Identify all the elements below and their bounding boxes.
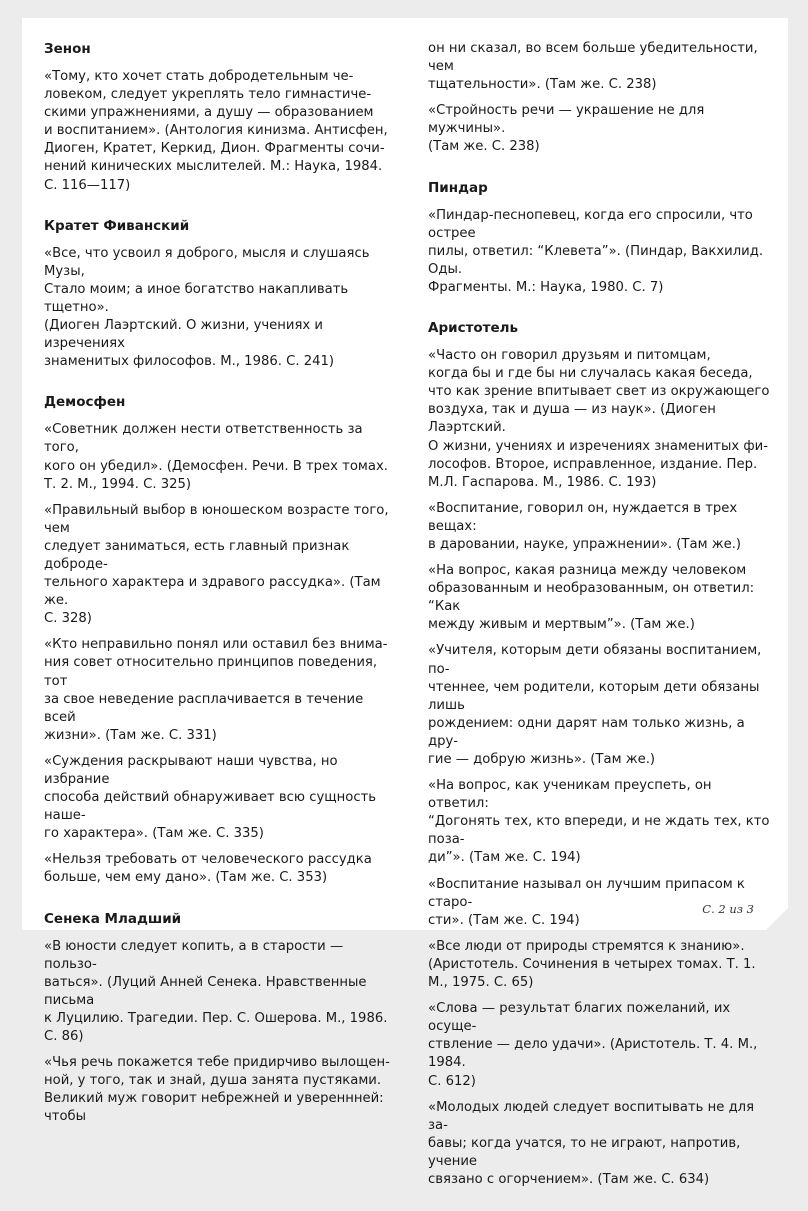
page-number: С. 2 из 3 [702,902,754,916]
quote: «На вопрос, как ученикам преуспеть, он ответил: “Догонять тех, кто впереди, и не ждать тех, кто поза- ди”». (Там же. С. 194) [428,778,770,866]
quote: «Учителя, которым дети обязаны воспитанием, по- чтеннее, чем родители, которым дети обязаны лишь рождением: одни дарят нам только жизнь, а дру- гие — добрую жизнь». (Там же.) [428,643,762,767]
quote: «Чья речь покажется тебе придирчиво вылощен- ной, у того, так и знай, душа занята пустяками. Великий муж говорит небрежней и увереннней: чтобы [44,1055,390,1125]
document-page [22,18,788,1187]
section-pindar [428,179,774,297]
section-seneca [44,910,390,1127]
quote: «Советник должен нести ответственность за того, кого он убедил». (Демосфен. Речи. В трех томах. Т. 2. М., 1994. С. 325) [44,422,388,492]
quote: «Стройность речи — украшение не для мужчины». (Там же. С. 238) [428,103,705,155]
quote: «Нельзя требовать от человеческого рассудка больше, чем ему дано». (Там же. С. 353) [44,852,372,886]
quote: «В юности следует копить, а в старости — пользо- ваться». (Луций Анней Сенека. Нравственные письма к Луцилию. Трагедии. Пер. С. Ошерова. М., 1986. С. 86) [44,938,388,1045]
author-heading: Демосфен [44,394,126,411]
quote: «Правильный выбор в юношеском возрасте того, чем следует заниматься, есть главный признак доброде- тельного характера и здравого рассудка». (Там же. С. 328) [44,502,389,627]
page-corner-fold [766,908,788,930]
left-column [44,40,390,1149]
author-heading: Кратет Фиванский [44,217,190,234]
quote: «Воспитание, говорил он, нуждается в трех вещах: в даровании, науке, упражнении». (Там же.) [428,500,742,552]
author-heading: Зенон [44,41,91,57]
quote: «Все, что усвоил я доброго, мысля и слушаясь Музы, Стало моим; а иное богатство накапливать тщетно». (Диоген Лаэртский. О жизни, учениях и изречениях знаменитых философов. М., 1986. С. 241) [44,245,370,370]
quote: «Суждения раскрывают наши чувства, но избрание способа действий обнаруживает всю сущность наше- го характера». (Там же. С. 335) [44,753,377,842]
section-demosthenes [44,393,390,887]
author-heading: Пиндар [428,179,488,196]
author-heading: Аристотель [428,320,519,337]
quote: «Кто неправильно понял или оставил без внима- ния совет относительно принципов поведения, тот за свое неведение расплачивается в течение всей жизни». (Там же. С. 331) [44,637,388,743]
author-heading: Сенека Младший [44,910,182,927]
quote: «Воспитание называл он лучшим припасом к старо- сти». (Там же. С. 194) [428,876,745,928]
section-krates [44,217,390,372]
quote: «Часто он говорил друзьям и питомцам, когда бы и где бы ни случалась какая беседа, что как зрение впитывает свет из окружающего воздуха, так и душа — из наук». (Диоген Лаэртский. О жизни, учениях и изречениях знаменитых фи- лософов. Второе, исправленное, издание. Пер. М.Л. Гаспарова. М., 1986. С. 193) [428,348,770,490]
quote: «Тому, кто хочет стать добродетельным че- ловеком, следует укреплять тело гимнастиче- скими упражнениями, а душу — образованием и воспитанием». (Антология кинизма. Антисфен, Диоген, Кратет, Керкид, Дион. Фрагменты сочи- нений кинических мыслителей. М.: Наука, 1984. С. 116—117) [44,69,388,193]
quote: «Слова — результат благих пожеланий, их осуще- ствление — дело удачи». (Аристотель. Т. 4. М., 1984. С. 612) [428,1001,758,1089]
section-zenon [44,40,390,195]
quote-continuation: он ни сказал, во всем больше убедительности, чем тщательности». (Там же. С. 238) [428,41,758,93]
section-aristotle [428,319,774,1189]
quote: «Молодых людей следует воспитывать не для за- бавы; когда учатся, то не играют, напротив, учение связано с огорчением». (Там же. С. 634) [428,1099,755,1187]
right-column [428,40,774,1211]
quote: «На вопрос, какая разница между человеком образованным и необразованным, он ответил: “Как между живым и мертвым”». (Там же.) [428,563,755,633]
quote: «Пиндар-песнопевец, когда его спросили, что острее пилы, ответил: “Клевета”». (Пиндар, Вакхилид. Оды. Фрагменты. М.: Наука, 1980. С. 7) [428,207,764,295]
quote: «Все люди от природы стремятся к знанию». (Аристотель. Сочинения в четырех томах. Т. 1. М., 1975. С. 65) [428,938,756,991]
section-seneca-continued [428,40,774,157]
